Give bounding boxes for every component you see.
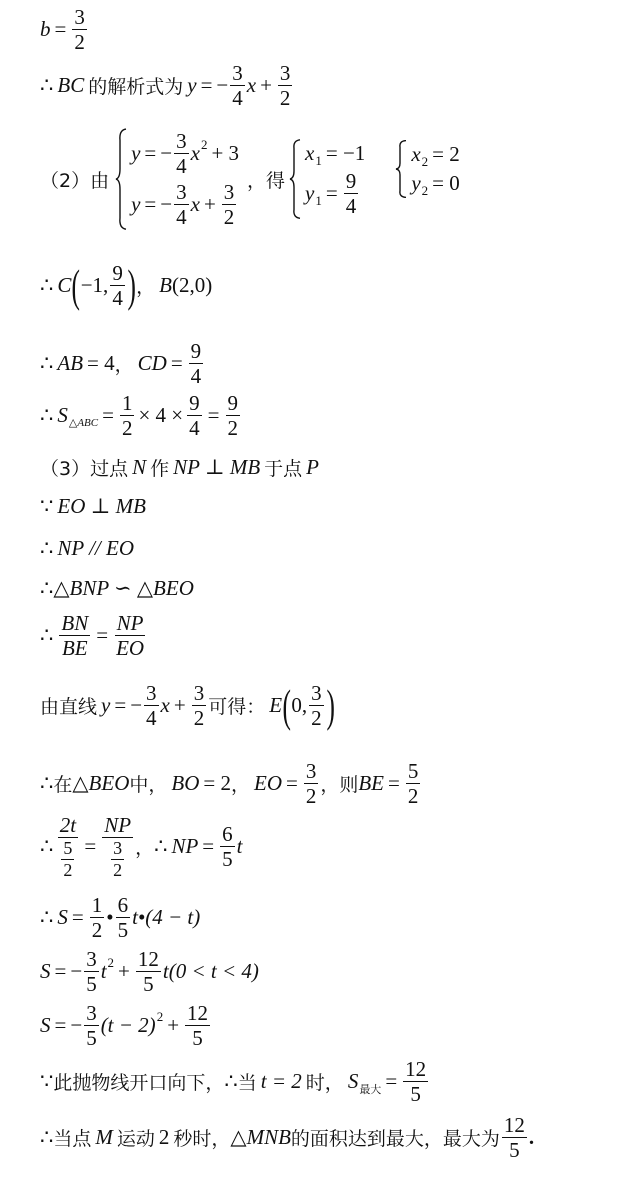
line-b-value: b = $\frac{3}{2}$: [40, 5, 85, 55]
line-max-condition: ∵ 此抛物线开口向下， ∴ 当 t = 2 时， S 最大 = $\frac{12}{5}$: [40, 1057, 427, 1107]
line-ab-cd: ∴ AB = 4 ， CD = $\frac{9}{4}$: [40, 339, 202, 389]
line-np-value: ∴ $\frac{2t}{\frac{5}{2}}$ = $\frac{NP}{\frac{3}{2}}$ ， ∴ NP = $\frac{6}{5}$ t: [40, 813, 243, 880]
left-brace-icon: [395, 140, 407, 198]
left-brace-icon: [289, 139, 301, 219]
line-s-expression: ∴ S = $\frac{1}{2}$ • $\frac{6}{5}$ t•(4 − t): [40, 893, 201, 943]
therefore-symbol: ∴: [40, 73, 54, 98]
line-ratio: ∴ $\frac{BN}{BE}$ = $\frac{NP}{EO}$: [40, 611, 145, 661]
line-s-vertex-form: S = − $\frac{3}{5}$ (t − 2) 2 + $\frac{12}{5}$: [40, 1001, 209, 1051]
line-point-e: 由直线 y = − $\frac{3}{4}$ x + $\frac{3}{2}$ 可得： E ( 0, $\frac{3}{2}$ ): [40, 679, 335, 731]
line-area-abc: ∴ S △ABC = $\frac{1}{2}$ × 4 × $\frac{9}{4}$ = $\frac{9}{2}$: [40, 391, 238, 441]
fraction: $\frac{3}{2}$: [74, 5, 85, 55]
var-b: b: [40, 17, 51, 42]
fraction: $\frac{3}{2}$: [279, 61, 291, 111]
line-triangle-beo: ∴ 在 △BEO 中， BO = 2 ， EO = $\frac{3}{2}$ ，则 BE = $\frac{5}{2}$: [40, 759, 419, 809]
fraction: $\frac{3}{4}$: [232, 61, 243, 111]
line-s-quadratic: S = − $\frac{3}{5}$ t 2 + $\frac{12}{5}$ t(0 < t < 4): [40, 947, 259, 997]
line-part3-construction: （3）过点 N 作 NP ⊥ MB 于点 P: [40, 455, 319, 480]
line-bc-equation: ∴ BC 的解析式为 y = − $\frac{3}{4}$ x + $\frac{3}{2}$: [40, 61, 291, 111]
line-eo-perp: ∵ EO ⊥ MB: [40, 494, 146, 518]
line-points-c-b: ∴ C ( −1, $\frac{9}{4}$ ) ， B (2,0): [40, 259, 213, 311]
solution-system-2: x 2 = 2 y 2 = 0: [395, 140, 459, 198]
left-brace-icon: [115, 128, 127, 230]
line-similar-triangles: ∴ △BNP ∽ △BEO: [40, 576, 194, 600]
line-conclusion: ∴ 当点 M 运动 2 秒时， △MNB 的面积达到最大，最大为 $\frac{12}{5}$ .: [40, 1113, 535, 1163]
line-np-parallel: ∴ NP // EO: [40, 536, 134, 560]
equation-system: y = − $\frac{3}{4}$ x 2 + 3 y = − $\frac{3}{4}$ x + $\frac{3}{2}$: [115, 128, 239, 230]
solution-system-1: x 1 = −1 y 1 = $\frac{9}{4}$: [289, 139, 365, 219]
line-system-solve: （2）由 y = − $\frac{3}{4}$ x 2 + 3 y = − $\frac{3}{4}$ x + $\frac{3}{2}$ ，得 x 1 = −1 y 1 = $\frac{9}{4}$ x 2 = 2 y 2 = 0: [40, 129, 460, 230]
